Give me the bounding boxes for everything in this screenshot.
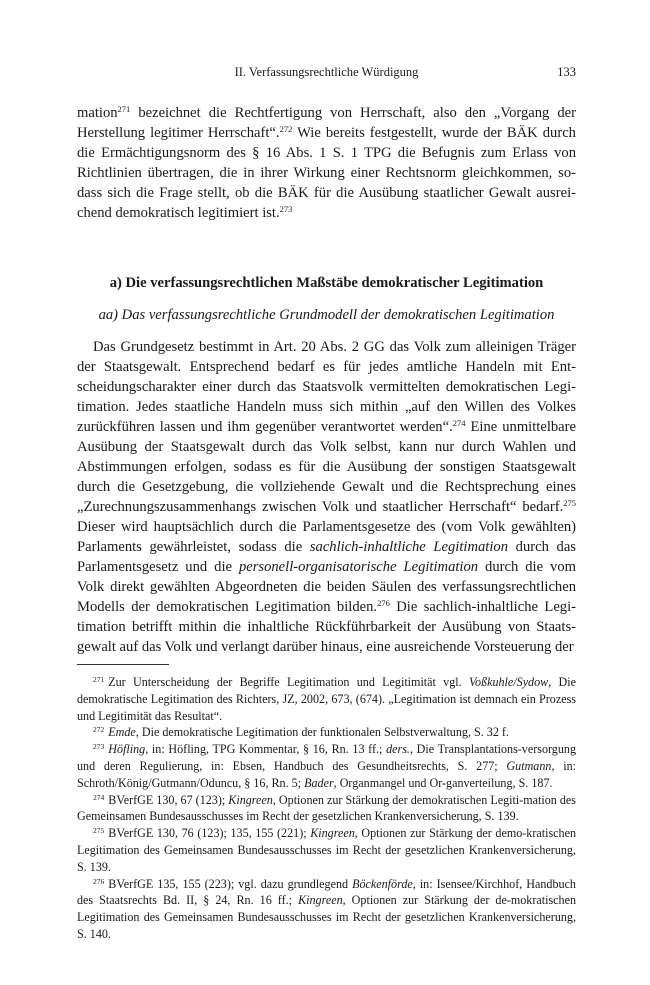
footnote-273 (77, 741, 576, 791)
footnote-author: Kingreen (298, 893, 343, 908)
intro-text-1: mation (77, 105, 118, 121)
emphasis-sachlich-inhaltlich: sachlich-inhaltliche Legitimation (309, 539, 508, 555)
main-text-1: Das Grundgesetz bestimmt in Art. 20 Abs. 2 GG das Volk zum alleinigen Träger der Staatsgewalt. Entsprechend bedarf es für jedes amtliche Handeln mit Ent-scheidungscharakter einer durch das Staatsvolk vermittelten demokratischen Legi-timation. Jedes staatliche Handeln muss sich mithin „auf den Willen des Volkes zurückführen lassen und ihm gegenüber verantwortet werden“. (77, 339, 576, 435)
main-text-4: durch das Parlamentsgesetz und die (77, 539, 576, 575)
footnote-271 (77, 674, 576, 724)
body-text (77, 103, 576, 657)
footnote-text: Zur Unterscheidung der Begriffe Legitimation und Legitimität vgl. (108, 675, 469, 689)
footnote-text: , Die demokratische Legitimation des Richters, JZ, 2002, 673, (674). „Legitimation ist demnach ein Prozess und Legitimität das Resultat“. (77, 675, 576, 723)
footnote-ref-276[interactable]: 276 (377, 598, 390, 608)
subsection-heading-aa: aa) Das verfassungsrechtliche Grundmodell der demokratischen Legitimation (98, 307, 555, 323)
footnote-number: 271 (93, 675, 105, 684)
footnote-text: BVerfGE 130, 67 (123); (108, 792, 229, 807)
emphasis-personell-organisatorisch: personell-organisatorische Legitimation (238, 559, 479, 575)
footnote-ref-274[interactable]: 274 (452, 418, 466, 428)
intro-paragraph (77, 103, 576, 223)
footnote-author: Voßkuhle/Sydow (468, 675, 549, 689)
footnote-author: Gutmann (506, 758, 552, 773)
footnote-text: , Die demokratische Legitimation der funktionalen Selbstverwaltung, S. 32 f. (135, 725, 509, 740)
footnote-ref-273[interactable]: 273 (279, 204, 293, 214)
footnote-number: 274 (93, 792, 105, 802)
intro-text-3: Wie bereits festgestellt, wurde der BÄK durch die Ermächtigungsnorm des § 16 Abs. 1 S. 1 TPG die Befugnis zum Erlass von Richtlinien übertragen, die in ihrer Wirkung einer Rechtsnorm gleichkommen, so-dass sich die Frage stellt, ob die BÄK für die Ausübung staatlicher Gewalt ausrei-chend demokratisch legitimiert ist. (77, 125, 576, 221)
footnote-author: Böckenförde (352, 876, 413, 891)
footnote-number: 272 (93, 725, 105, 735)
footnote-text: , in: Isensee/Kirchhof, Handbuch des Staatsrechts Bd. II, § 24, Rn. 16 ff.; (77, 876, 576, 908)
footnote-number: 273 (93, 742, 105, 752)
footnote-number: 275 (93, 826, 105, 836)
footnote-author: Kingreen (228, 792, 273, 807)
footnote-text: , Optionen zur Stärkung der demokratischen Legiti-mation des Gemeinsamen Bundesausschusses im Recht der gesetzlichen Krankenversicherung, S. 139. (77, 792, 576, 824)
footnote-text: , in: Schroth/König/Gutmann/Oduncu, § 16, Rn. 5; (77, 758, 576, 790)
main-text-6: Die sachlich-inhaltliche Legi-timation betrifft mithin die inhaltliche Rückführbarkeit der Ausübung von Staats-gewalt auf das Volk und verlangt darüber hinaus, eine ausreichende Vorsteuerung der (77, 599, 577, 655)
book-page (77, 62, 576, 943)
footnote-ref-271[interactable]: 271 (117, 104, 131, 114)
section-heading-a: a) Die verfassungsrechtlichen Maßstäbe demokratischer Legitimation (109, 275, 544, 291)
footnote-text: BVerfGE 130, 76 (123); 135, 155 (221); (108, 826, 311, 841)
page-number: 133 (557, 65, 576, 79)
footnote-text: , in: Höfling, TPG Kommentar, § 16, Rn. 13 ff.; (145, 742, 387, 757)
footnote-text: , Organmangel und Or-ganverteilung, S. 187. (333, 775, 553, 790)
footnote-272 (77, 724, 576, 741)
footnote-divider (77, 664, 169, 665)
running-title: II. Verfassungsrechtliche Würdigung (234, 65, 419, 79)
main-text-5: durch die vom Volk direkt gewählten Abgeordneten die beiden Säulen des verfassungsrechtlichen Modells der demokratischen Legitimation bilden. (77, 559, 576, 615)
footnote-author: Kingreen (310, 826, 355, 841)
main-paragraph (77, 337, 576, 657)
footnote-274 (77, 792, 576, 826)
footnote-text: , Die Transplantations-versorgung und deren Regulierung, in: Ebsen, Handbuch des Gesundheitsrechts, S. 277; (77, 742, 576, 773)
footnote-author: Bader (304, 775, 334, 790)
footnote-text: BVerfGE 135, 155 (223); vgl. dazu grundlegend (108, 876, 353, 891)
footnote-text: , Optionen zur Stärkung der demo-kratischen Legitimation des Gemeinsamen Bundesausschusses im Recht der gesetzlichen Krankenversicherung, S. 139. (77, 826, 576, 874)
footnote-author: Höfling (108, 742, 146, 757)
footnote-ref-272[interactable]: 272 (279, 124, 293, 134)
footnote-276 (77, 876, 576, 943)
footnote-author: ders. (386, 742, 410, 757)
footnote-275 (77, 825, 576, 875)
running-header (77, 62, 576, 82)
main-text-2: Eine unmittelbare Ausübung der Staatsgewalt durch das Volk selbst, kann nur durch Wahlen und Abstimmungen erfolgen, sodass es für die Ausübung der sonstigen Staatsgewalt durch die Gesetzgebung, die vollziehende Gewalt und die Rechtsprechung eines „Zurechnungszusammenhangs zwischen Volk und staatlicher Herrschaft“ bedarf. (77, 419, 576, 515)
footnote-number: 276 (93, 876, 105, 886)
footnotes (77, 674, 576, 943)
intro-text-2: bezeichnet die Rechtfertigung von Herrschaft, also den „Vorgang der Herstellung legitimer Herrschaft“. (77, 105, 576, 141)
footnote-ref-275[interactable]: 275 (563, 498, 576, 508)
footnote-author: Emde (108, 725, 136, 740)
main-text-3: Dieser wird hauptsächlich durch die Parlamentsgesetze des (vom Volk gewählten) Parlaments gewährleistet, sodass die (77, 519, 576, 555)
footnote-text: , Optionen zur Stärkung der de-mokratischen Legitimation des Gemeinsamen Bundesausschusses im Recht der gesetzlichen Krankenversicherung, S. 140. (77, 893, 576, 941)
